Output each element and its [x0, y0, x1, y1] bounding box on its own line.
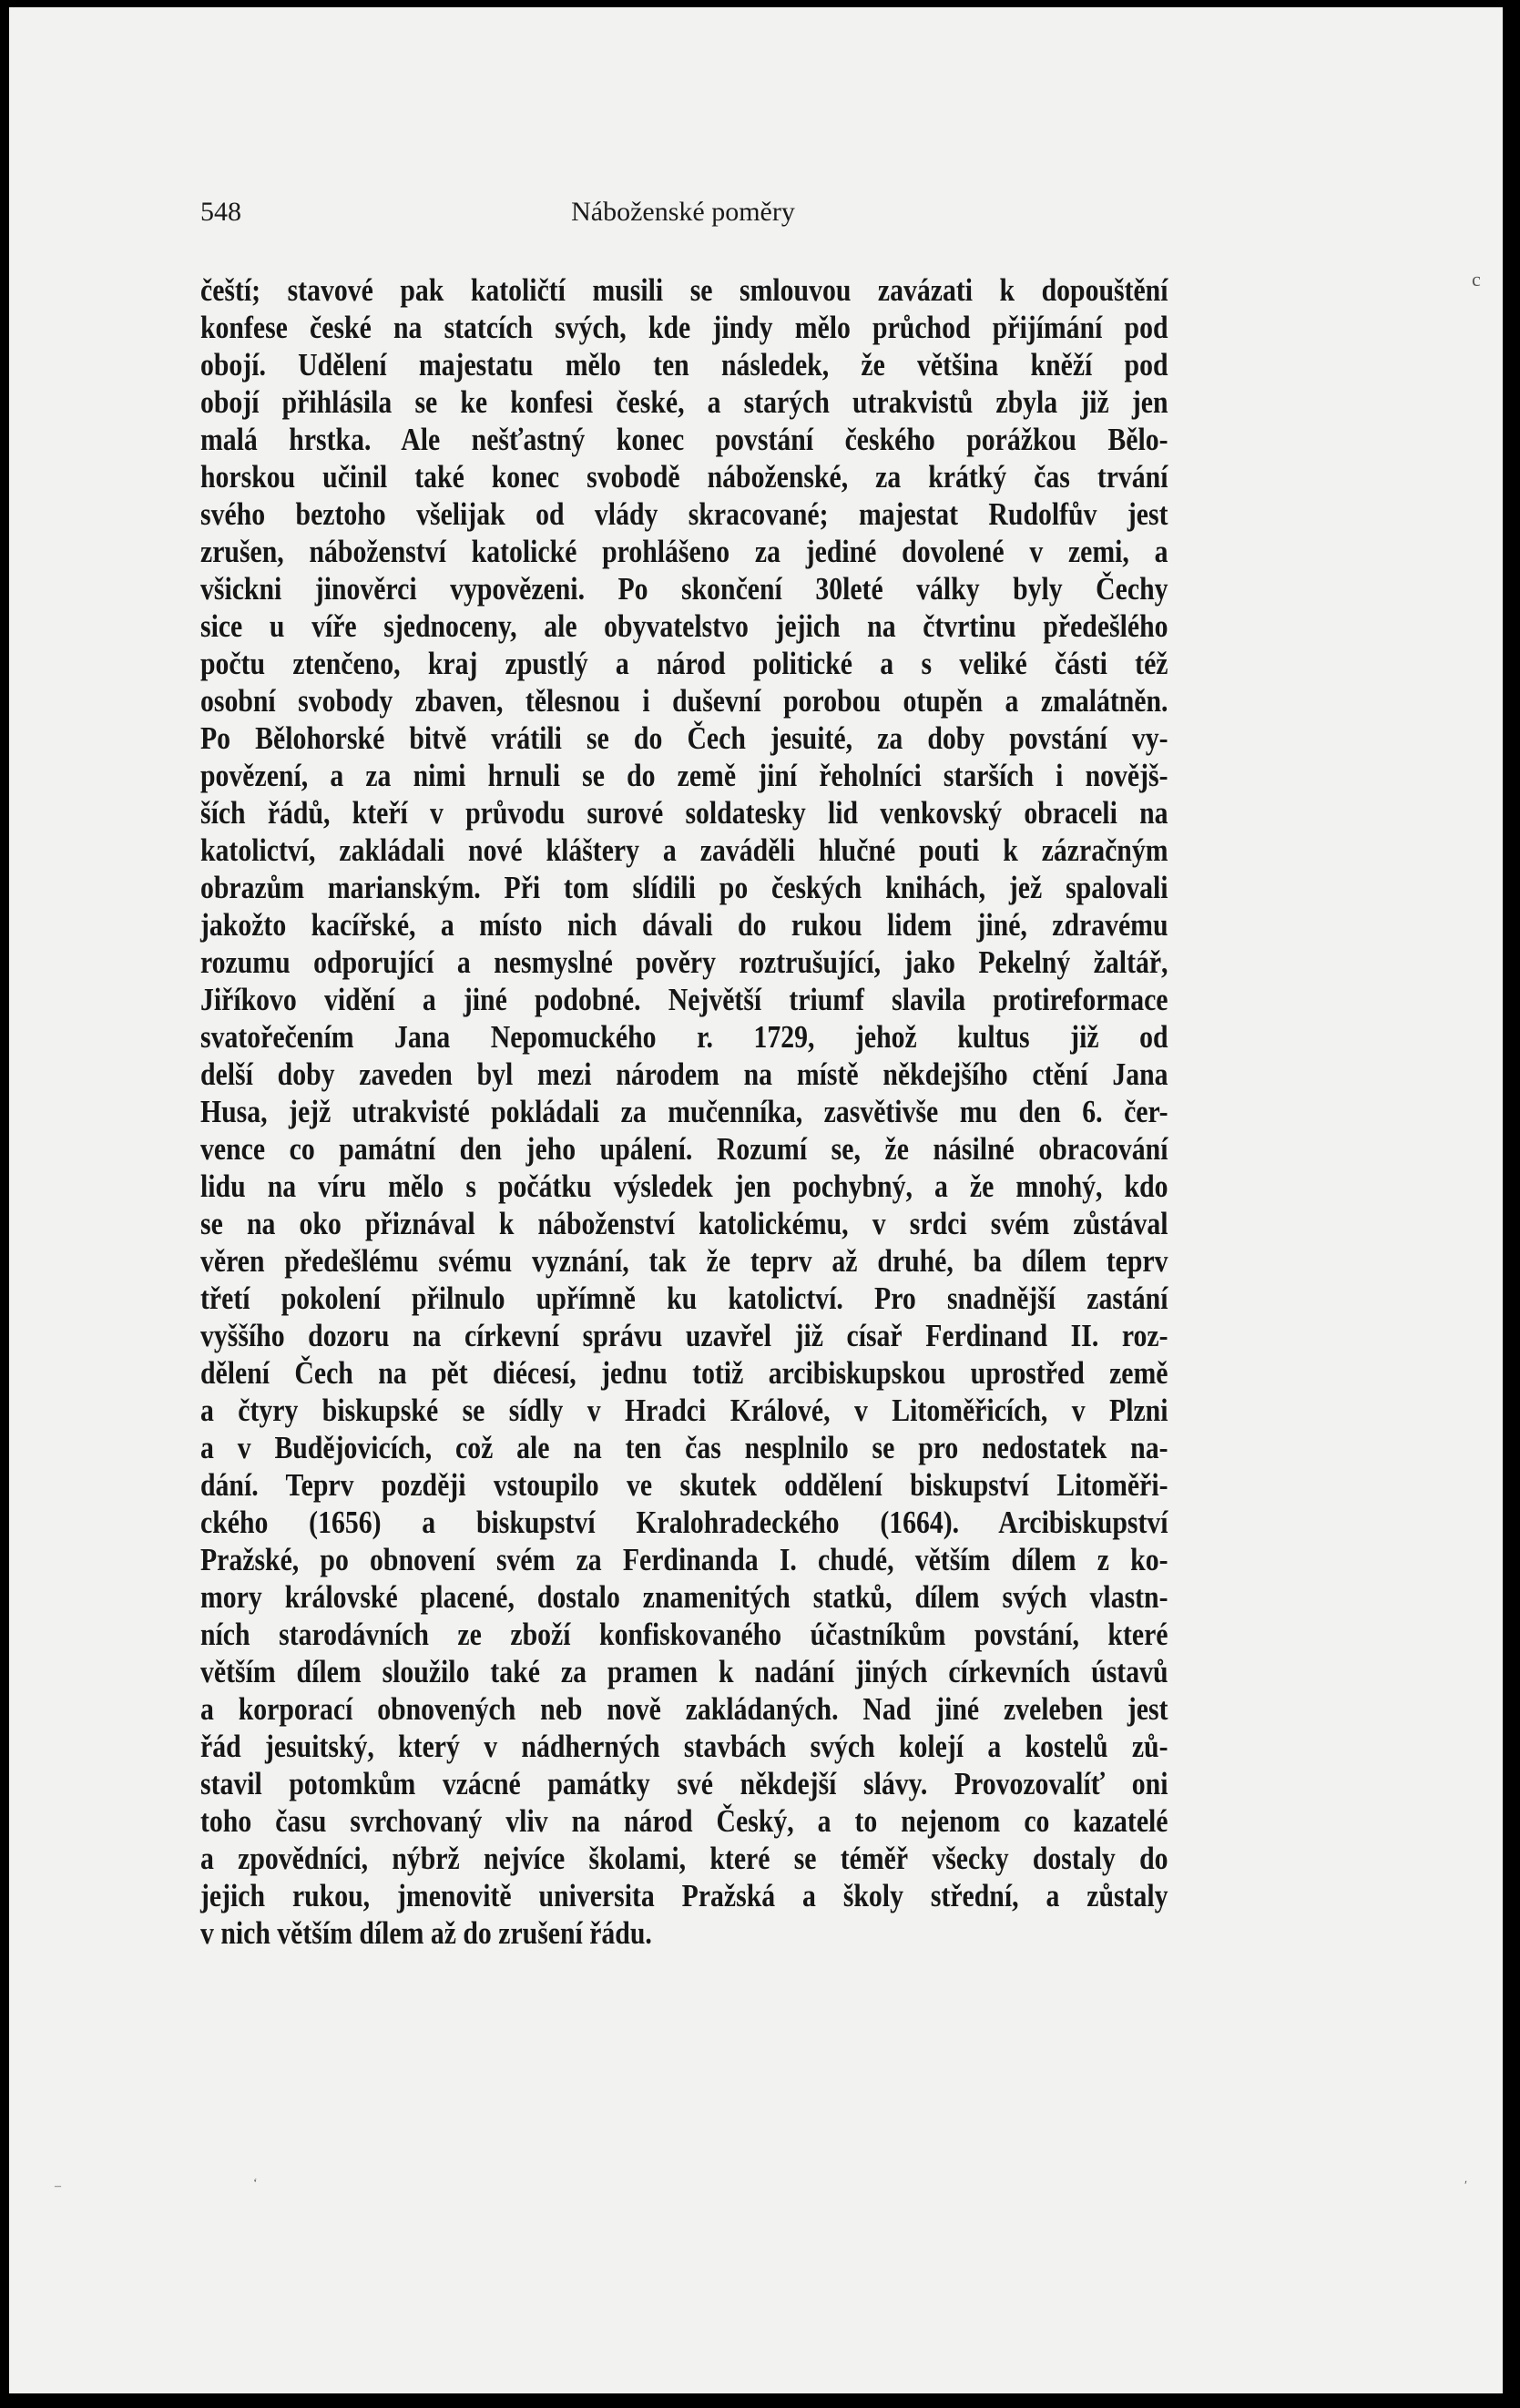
text-line: obojí přihlásila se ke konfesi české, a starých utrakvistů zbyla již jen: [200, 384, 1168, 420]
text-line: věren předešlému svému vyznání, tak že teprv až druhé, ba dílem teprv: [200, 1243, 1168, 1279]
text-line: počtu ztenčeno, kraj zpustlý a národ politické a s veliké části též: [200, 646, 1168, 681]
text-line: horskou učinil také konec svobodě náboženské, za krátký čas trvání: [200, 459, 1168, 495]
text-line: Husa, jejž utrakvisté pokládali za mučenníka, zasvětivše mu den 6. čer-: [200, 1094, 1168, 1129]
text-line: dělení Čech na pět diécesí, jednu totiž arcibiskupskou uprostřed země: [200, 1355, 1168, 1391]
text-line: ckého (1656) a biskupství Kralohradeckého (1664). Arcibiskupství: [200, 1505, 1168, 1540]
page-number: 548: [200, 197, 241, 227]
text-line: a zpovědníci, nýbrž nejvíce školami, které se téměř všecky dostaly do: [200, 1841, 1168, 1876]
text-line: svého beztoho všelijak od vlády skracované; majestat Rudolfův jest: [200, 496, 1168, 532]
text-line: Po Bělohorské bitvě vrátili se do Čech jesuité, za doby povstání vy-: [200, 720, 1168, 756]
text-line: sice u víře sjednoceny, ale obyvatelstvo jejich na čtvrtinu předešlého: [200, 608, 1168, 644]
text-line: stavil potomkům vzácné památky své někdejší slávy. Provozovalíť oni: [200, 1766, 1168, 1801]
text-line: rozumu odporující a nesmyslné pověry roztrušující, jako Pekelný žaltář,: [200, 944, 1168, 980]
text-line: třetí pokolení přilnulo upřímně ku katolictví. Pro snadnější zastání: [200, 1281, 1168, 1316]
text-line: obrazům marianským. Při tom slídili po českých knihách, jež spalovali: [200, 870, 1168, 905]
text-line: zrušen, náboženství katolické prohlášeno za jediné dovolené v zemi, a: [200, 534, 1168, 569]
text-line: jejich rukou, jmenovitě universita Pražská a školy střední, a zůstaly: [200, 1878, 1168, 1913]
text-line: se na oko přiznával k náboženství katolickému, v srdci svém zůstával: [200, 1206, 1168, 1241]
text-line: Jiříkovo vidění a jiné podobné. Největší triumf slavila protireformace: [200, 982, 1168, 1017]
text-line: konfese české na statcích svých, kde jindy mělo průchod přijímání pod: [200, 310, 1168, 345]
running-title: Náboženské poměry: [571, 197, 795, 227]
text-line: svatořečením Jana Nepomuckého r. 1729, jehož kultus již od: [200, 1019, 1168, 1055]
text-line: lidu na víru mělo s počátku výsledek jen pochybný, a že mnohý, kdo: [200, 1168, 1168, 1204]
text-line: řád jesuitský, který v nádherných stavbách svých kolejí a kostelů zů-: [200, 1729, 1168, 1764]
text-line: větším dílem sloužilo také za pramen k nadání jiných církevních ústavů: [200, 1654, 1168, 1689]
margin-speck: ʹ: [1464, 2179, 1468, 2193]
text-line: ších řádů, kteří v průvodu surové soldatesky lid venkovský obraceli na: [200, 795, 1168, 831]
book-page: [9, 7, 1503, 2393]
text-line: všickni jinověrci vypovězeni. Po skončení 30leté války byly Čechy: [200, 571, 1168, 607]
text-line: katolictví, zakládali nové kláštery a zaváděli hlučné pouti k zázračným: [200, 832, 1168, 868]
text-line: osobní svobody zbaven, tělesnou i duševní porobou otupěn a zmalátněn.: [200, 683, 1168, 719]
text-line: a korporací obnovených neb nově zakládaných. Nad jiné zveleben jest: [200, 1691, 1168, 1727]
text-line: malá hrstka. Ale nešťastný konec povstání českého porážkou Bělo-: [200, 422, 1168, 457]
text-line: delší doby zaveden byl mezi národem na místě někdejšího ctění Jana: [200, 1056, 1168, 1092]
text-line: vence co památní den jeho upálení. Rozumí se, že násilné obracování: [200, 1131, 1168, 1167]
text-line: toho času svrchovaný vliv na národ Český, a to nejenom co kazatelé: [200, 1803, 1168, 1839]
text-line: dání. Teprv později vstoupilo ve skutek oddělení biskupství Litoměři-: [200, 1467, 1168, 1503]
text-line: ních starodávních ze zboží konfiskovaného účastníkům povstání, které: [200, 1617, 1168, 1652]
margin-speck-bottom: ʻ: [253, 2177, 258, 2190]
text-line: Pražské, po obnovení svém za Ferdinanda I. chudé, větším dílem z ko-: [200, 1542, 1168, 1577]
text-line: a v Budějovicích, což ale na ten čas nesplnilo se pro nedostatek na-: [200, 1430, 1168, 1465]
margin-mark: c: [1472, 268, 1481, 291]
text-line: mory královské placené, dostalo znamenitých statků, dílem svých vlastn-: [200, 1579, 1168, 1615]
text-line: jakožto kacířské, a místo nich dávali do rukou lidem jiné, zdravému: [200, 907, 1168, 943]
text-line: vyššího dozoru na církevní správu uzavřel již císař Ferdinand II. roz-: [200, 1318, 1168, 1353]
text-line: čeští; stavové pak katoličtí musili se smlouvou zavázati k dopouštění: [200, 272, 1168, 308]
text-line: a čtyry biskupské se sídly v Hradci Králové, v Litoměřicích, v Plzni: [200, 1393, 1168, 1428]
margin-speck-left: –: [55, 2179, 61, 2193]
text-line: obojí. Udělení majestatu mělo ten následek, že většina kněží pod: [200, 347, 1168, 383]
text-line: povězení, a za nimi hrnuli se do země jiní řeholníci starších i novějš-: [200, 758, 1168, 793]
page-header: [200, 197, 1166, 233]
text-line: v nich větším dílem až do zrušení řádu.: [200, 1915, 652, 1951]
body-text: [200, 271, 1168, 1952]
